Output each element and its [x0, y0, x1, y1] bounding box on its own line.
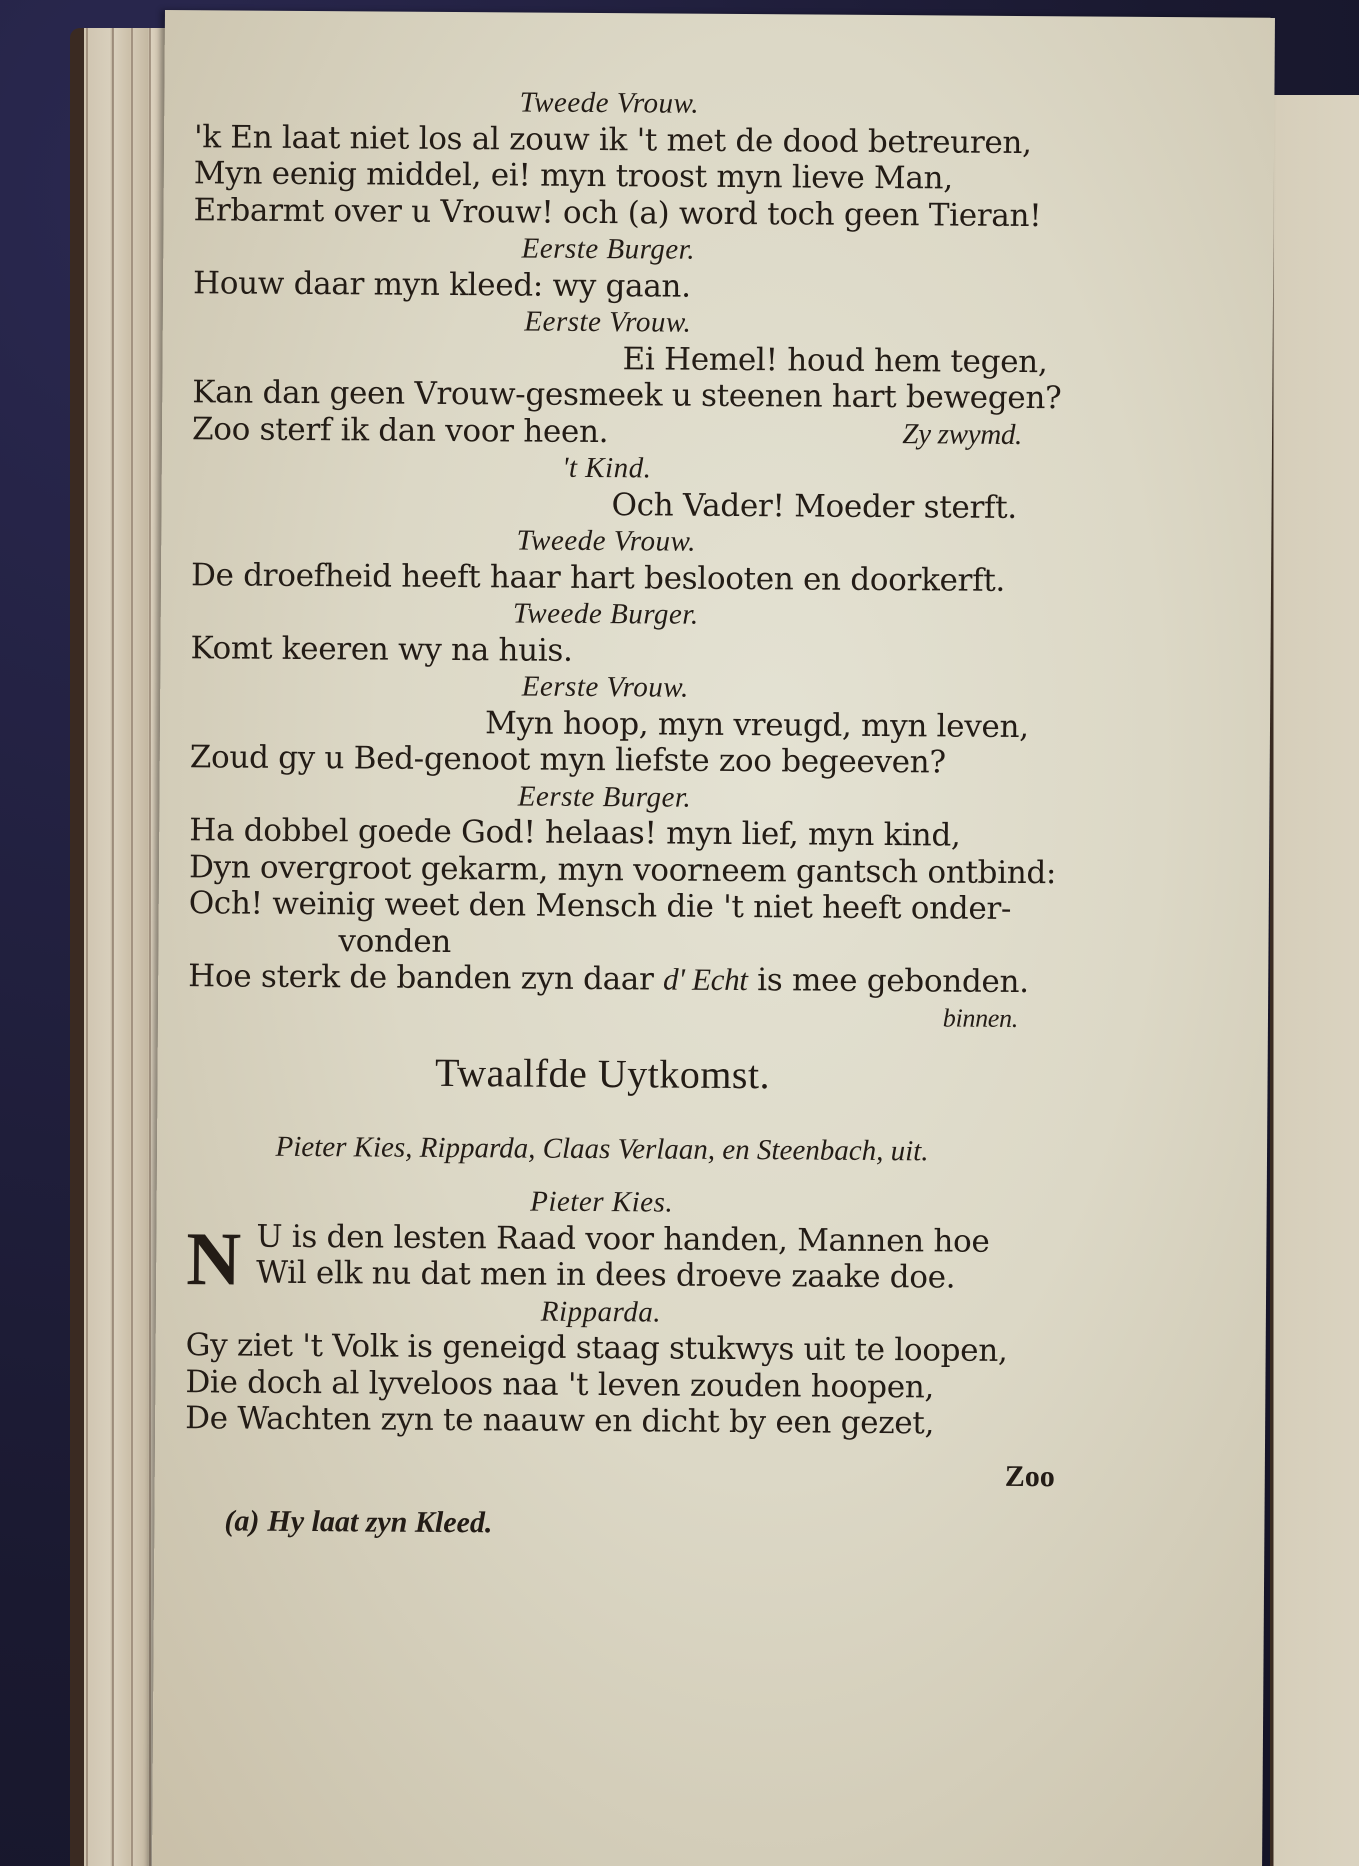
verse-line: Houw daar myn kleed: wy gaan.	[192, 264, 691, 305]
speaker-heading: Eerste Burger.	[521, 232, 696, 266]
verse-line: Erbarmt over u Vrouw! och (a) word toch geen Tieran!	[193, 191, 1042, 234]
verse-line	[188, 958, 1029, 1001]
verse-text: is mee gebonden.	[747, 962, 1029, 1001]
stage-direction: Zy zwymd.	[902, 417, 1023, 451]
speaker-heading: Eerste Burger.	[517, 779, 692, 814]
footnote	[224, 1504, 492, 1540]
verse-line: Myn hoop, myn vreugd, myn leven,	[484, 704, 1029, 745]
facing-page-edge	[1270, 95, 1359, 1866]
verse-line: Komt keeren wy na huis.	[190, 629, 573, 669]
footnote-marker: (a)	[224, 1504, 260, 1538]
verse-line: Ha dobbel goede God! helaas! myn lief, myn kind,	[189, 812, 961, 854]
book-page	[152, 10, 1275, 1866]
verse-line: De Wachten zyn te naauw en dicht by een gezet,	[185, 1400, 935, 1442]
catchword: Zoo	[1004, 1459, 1055, 1494]
speaker-heading: Pieter Kies.	[530, 1185, 674, 1219]
speaker-heading: Tweede Vrouw.	[516, 524, 697, 558]
verse-text: Zoo sterf ik dan voor heen.	[191, 410, 609, 450]
page-text	[185, 82, 1062, 1540]
scene-cast-list: Pieter Kies, Ripparda, Claas Verlaan, en Steenbach, uit.	[275, 1130, 929, 1168]
verse-line: Och Vader! Moeder sterft.	[611, 486, 1018, 526]
verse-line-continuation: vonden	[338, 922, 452, 960]
dropcap-paragraph	[185, 1216, 1016, 1302]
verse-line: Dyn overgroot gekarm, myn voorneem gantsch ontbind:	[188, 848, 1057, 891]
verse-line: Gy ziet 't Volk is geneigd staag stukwys uit te loopen,	[185, 1327, 1008, 1369]
verse-italic-term: d' Echt	[662, 961, 748, 998]
verse-line: Zoud gy u Bed-genoot myn liefste zoo begeeven?	[189, 739, 946, 781]
verse-line: Myn eenig middel, ei! myn troost myn lieve Man,	[193, 155, 953, 197]
dropcap-letter: N	[185, 1216, 242, 1302]
footnote-text: Hy laat zyn Kleed.	[267, 1504, 493, 1540]
verse-line: De droefheid heeft haar hart beslooten en doorkerft.	[190, 556, 1006, 599]
speaker-heading: Tweede Vrouw.	[519, 86, 700, 120]
speaker-heading: Eerste Vrouw.	[521, 670, 689, 704]
verse-line: U is den lesten Raad voor handen, Mannen hoe	[256, 1218, 990, 1260]
verse-line: Och! weinig weet den Mensch die 't niet heeft onder-	[188, 885, 1012, 927]
speaker-heading: 't Kind.	[562, 451, 652, 485]
verse-line: Wil elk nu dat men in dees droeve zaake doe.	[256, 1254, 956, 1296]
verse-text: Hoe sterk de banden zyn daar	[188, 958, 664, 998]
speaker-heading: Ripparda.	[540, 1295, 662, 1328]
verse-line: Die doch al lyveloos naa 't leven zouden hoopen,	[185, 1363, 935, 1405]
verse-line-with-stage-direction	[192, 411, 1022, 453]
speaker-heading: Tweede Burger.	[512, 597, 699, 631]
verse-line: Kan dan geen Vrouw-gesmeek u steenen hart bewegen?	[192, 374, 1062, 417]
verse-line: Ei Hemel! houd hem tegen,	[622, 340, 1048, 380]
scene-title: Twaalfde Uytkomst.	[434, 1049, 771, 1098]
verse-line: 'k En laat niet los al zouw ik 't met de dood betreuren,	[193, 118, 1032, 161]
exit-direction: binnen.	[942, 1002, 1019, 1033]
speaker-heading: Eerste Vrouw.	[524, 305, 692, 339]
